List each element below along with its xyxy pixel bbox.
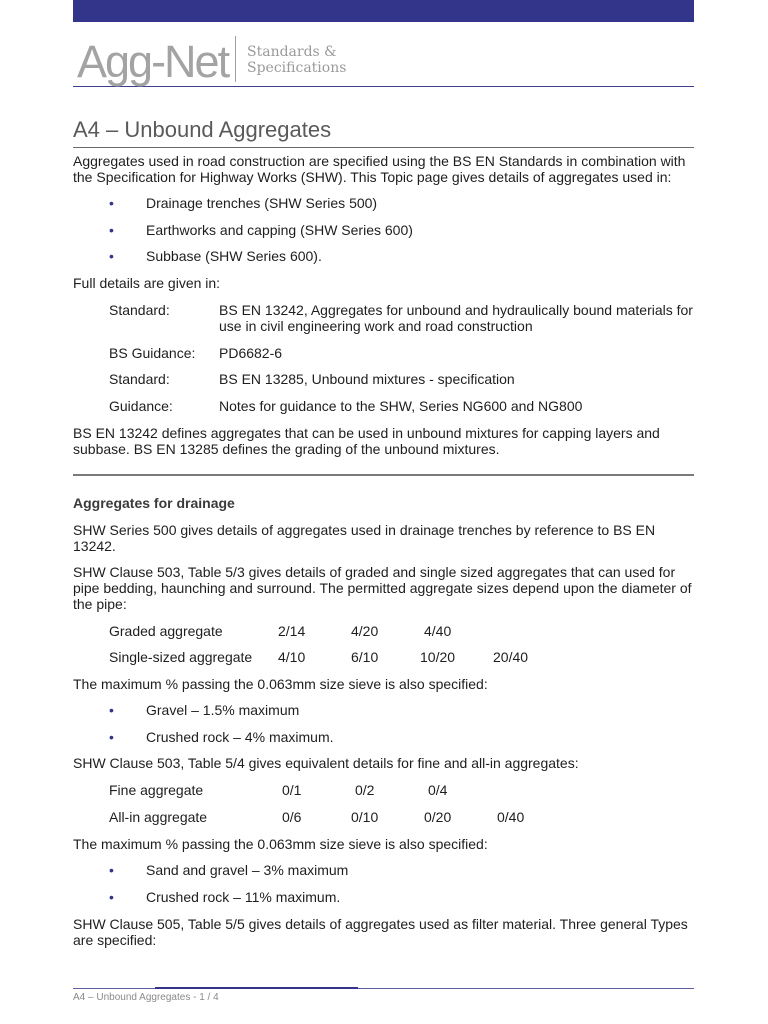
list-item: • Crushed rock – 11% maximum. bbox=[109, 889, 341, 905]
section-divider bbox=[73, 474, 694, 476]
bullet-icon: • bbox=[109, 889, 114, 905]
reference-row: Standard: BS EN 13285, Unbound mixtures - specification bbox=[109, 371, 515, 387]
section-heading: Aggregates for drainage bbox=[73, 495, 235, 511]
tagline-line-1: Standards & bbox=[247, 44, 337, 60]
bullet-icon: • bbox=[109, 195, 114, 211]
top-brand-bar bbox=[73, 0, 694, 22]
full-details-label: Full details are given in: bbox=[73, 275, 221, 291]
bullet-icon: • bbox=[109, 702, 114, 718]
page-header bbox=[73, 34, 694, 87]
bullet-icon: • bbox=[109, 248, 114, 264]
fines-label: The maximum % passing the 0.063mm size sieve is also specified: bbox=[73, 676, 488, 692]
list-item: • Crushed rock – 4% maximum. bbox=[109, 729, 334, 745]
table-row: Graded aggregate 2/14 4/20 4/40 bbox=[109, 623, 452, 639]
bullet-icon: • bbox=[109, 222, 114, 238]
drainage-paragraph-2: SHW Clause 503, Table 5/3 gives details of graded and single sized aggregates that can used for pipe bedding, haunching and surround. The permitted aggregate sizes depend upon the diameter of the pipe: bbox=[73, 564, 692, 612]
drainage-paragraph-3: SHW Clause 503, Table 5/4 gives equivalent details for fine and all-in aggregates: bbox=[73, 755, 579, 771]
page-title: A4 – Unbound Aggregates bbox=[73, 117, 694, 148]
document-body bbox=[73, 153, 696, 948]
table-row: Fine aggregate 0/1 0/2 0/4 bbox=[109, 782, 448, 798]
bullet-icon: • bbox=[109, 862, 114, 878]
list-item: • Subbase (SHW Series 600). bbox=[109, 248, 322, 264]
list-item: • Sand and gravel – 3% maximum bbox=[109, 862, 349, 878]
drainage-paragraph-4: SHW Clause 505, Table 5/5 gives details of aggregates used as filter material. Three general Types are specified: bbox=[73, 916, 688, 948]
logo-divider bbox=[235, 36, 236, 82]
bullet-icon: • bbox=[109, 729, 114, 745]
fines-label: The maximum % passing the 0.063mm size sieve is also specified: bbox=[73, 836, 488, 852]
reference-row: Guidance: Notes for guidance to the SHW, Series NG600 and NG800 bbox=[109, 398, 583, 414]
list-item: • Gravel – 1.5% maximum bbox=[109, 702, 300, 718]
defines-paragraph: BS EN 13242 defines aggregates that can be used in unbound mixtures for capping layers and subbase. BS EN 13285 defines the grading of the unbound mixtures. bbox=[73, 425, 660, 457]
table-row: All-in aggregate 0/6 0/10 0/20 0/40 bbox=[109, 809, 525, 825]
footer-accent bbox=[155, 987, 358, 989]
list-item: • Earthworks and capping (SHW Series 600) bbox=[109, 222, 413, 238]
reference-row: BS Guidance: PD6682-6 bbox=[109, 345, 283, 361]
aggnet-logo: Agg-Net bbox=[77, 36, 229, 87]
list-item: • Drainage trenches (SHW Series 500) bbox=[109, 195, 378, 211]
page-footer: A4 – Unbound Aggregates - 1 / 4 bbox=[73, 992, 219, 1003]
intro-paragraph: Aggregates used in road construction are specified using the BS EN Standards in combination with the Specification for Highway Works (SHW). This Topic page gives details of aggregates used in: bbox=[73, 153, 686, 185]
header-tagline bbox=[247, 44, 346, 76]
reference-row: Standard: BS EN 13242, Aggregates for unbound and hydraulically bound materials for use in civil engineering work and road construction bbox=[109, 302, 693, 334]
table-row: Single-sized aggregate 4/10 6/10 10/20 20/40 bbox=[109, 649, 529, 665]
drainage-paragraph-1: SHW Series 500 gives details of aggregates used in drainage trenches by reference to BS EN 13242. bbox=[73, 522, 656, 554]
tagline-line-2: Specifications bbox=[247, 60, 347, 76]
